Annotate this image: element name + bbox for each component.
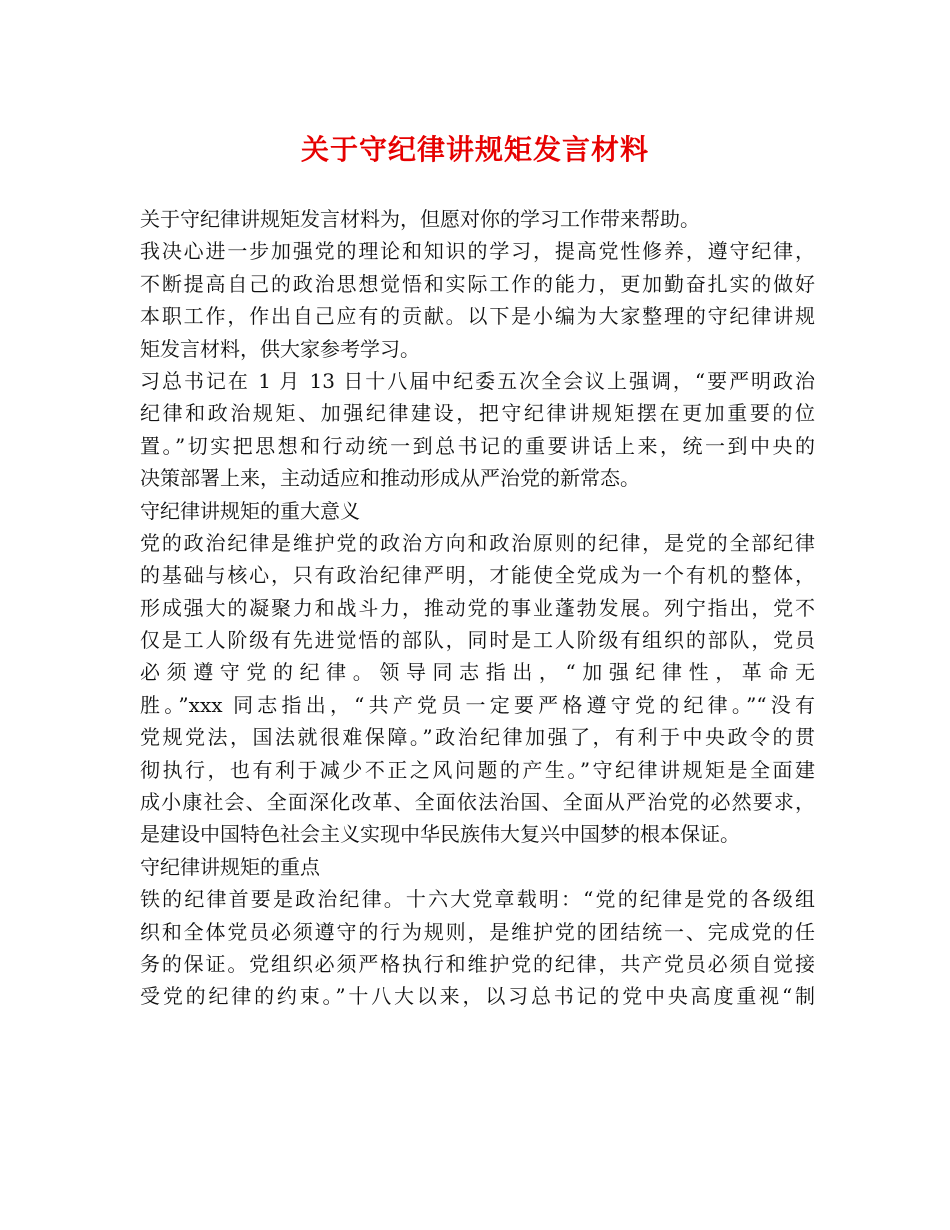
body-line: 不断提高自己的政治思想觉悟和实际工作的能力，更加勤奋扎实的做好 — [140, 271, 815, 296]
body-line: 矩发言材料，供大家参考学习。 — [140, 336, 420, 361]
body-line: 务的保证。党组织必须严格执行和维护党的纪律，共产党员必须自觉接 — [140, 951, 815, 976]
body-line: 仅是工人阶级有先进觉悟的部队，同时是工人阶级有组织的部队，党员 — [140, 628, 815, 653]
body-line: 纪律和政治规矩、加强纪律建设，把守纪律讲规矩摆在更加重要的位 — [140, 401, 815, 426]
body-line: 必 须 遵 守 党 的 纪 律 。 领 导 同 志 指 出 ， “ 加 强 纪 律 性 ， 革 命 无 — [140, 660, 815, 685]
body-line: 成小康社会、全面深化改革、全面依法治国、全面从严治党的必然要求， — [140, 790, 815, 815]
body-line: 彻执行，也有利于减少不正之风问题的产生。”守纪律讲规矩是全面建 — [140, 757, 815, 782]
body-line: 形成强大的凝聚力和战斗力，推动党的事业蓬勃发展。列宁指出，党不 — [140, 595, 815, 620]
document-body — [140, 203, 815, 1013]
body-line: 党的政治纪律是维护党的政治方向和政治原则的纪律，是党的全部纪律 — [140, 530, 815, 555]
body-line: 织和全体党员必须遵守的行为规则，是维护党的团结统一、完成党的任 — [140, 919, 815, 944]
body-line: 受党的纪律的约束。”十八大以来，以习总书记的党中央高度重视“制 — [140, 984, 815, 1009]
body-line: 本职工作，作出自己应有的贡献。以下是小编为大家整理的守纪律讲规 — [140, 304, 815, 329]
body-line: 党规党法，国法就很难保障。”政治纪律加强了，有利于中央政令的贯 — [140, 725, 815, 750]
body-line: 置。”切实把思想和行动统一到总书记的重要讲话上来，统一到中央的 — [140, 433, 815, 458]
section-heading: 守纪律讲规矩的重大意义 — [140, 498, 360, 523]
body-line: 是建设中国特色社会主义实现中华民族伟大复兴中国梦的根本保证。 — [140, 822, 740, 847]
section-heading: 守纪律讲规矩的重点 — [140, 854, 320, 879]
document-title: 关于守纪律讲规矩发言材料 — [300, 133, 649, 166]
body-line: 我决心进一步加强党的理论和知识的学习，提高党性修养，遵守纪律， — [140, 239, 815, 264]
body-line: 胜。”xxx 同志指出，“共产党员一定要严格遵守党的纪律。”“没有 — [140, 692, 815, 717]
body-line: 的基础与核心，只有政治纪律严明，才能使全党成为一个有机的整体， — [140, 563, 815, 588]
body-line: 习总书记在 1 月 13 日十八届中纪委五次全会议上强调，“要严明政治 — [140, 368, 815, 393]
body-line: 铁的纪律首要是政治纪律。十六大党章载明：“党的纪律是党的各级组 — [140, 887, 815, 912]
body-line: 关于守纪律讲规矩发言材料为，但愿对你的学习工作带来帮助。 — [140, 207, 700, 231]
body-line: 决策部署上来，主动适应和推动形成从严治党的新常态。 — [140, 466, 640, 491]
